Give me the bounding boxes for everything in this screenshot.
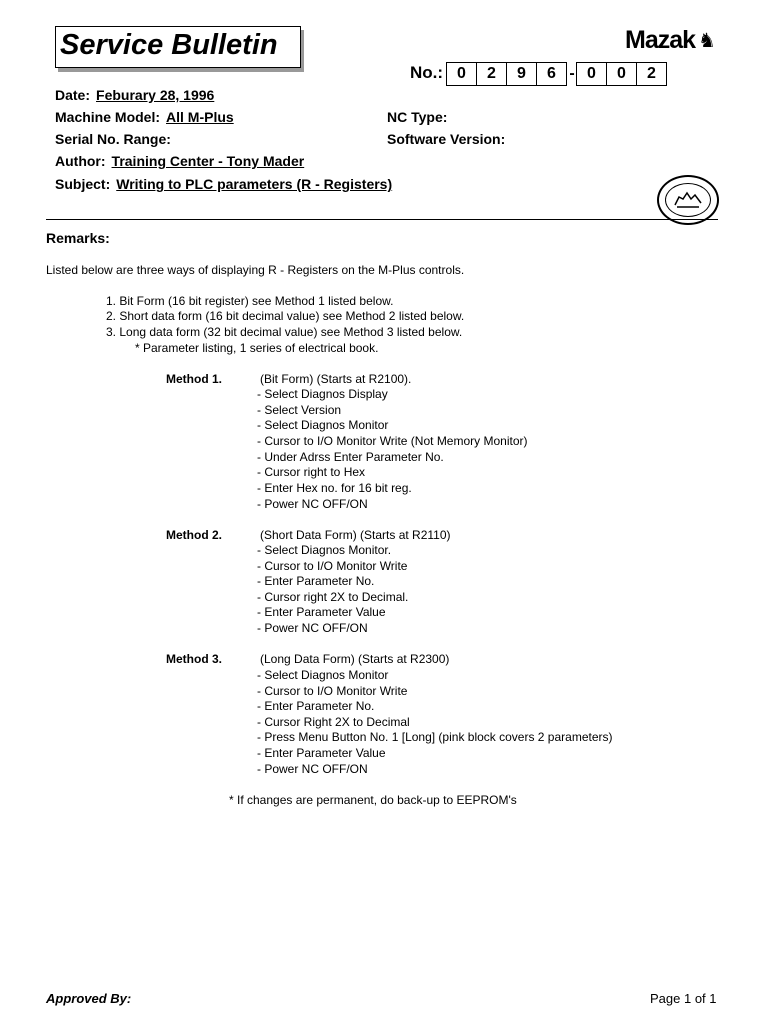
- machine-model-value: All M-Plus: [166, 109, 234, 125]
- bulletin-digit: 9: [506, 62, 537, 86]
- machine-model-label: Machine Model:: [55, 109, 161, 125]
- method-step: - Select Diagnos Monitor: [257, 418, 389, 432]
- remarks-heading: Remarks:: [46, 230, 110, 246]
- method-2-heading: (Short Data Form) (Starts at R2110): [260, 528, 451, 542]
- author-label: Author:: [55, 153, 106, 169]
- subject-field: [55, 176, 392, 192]
- date-field: [55, 87, 214, 103]
- serial-range-label: Serial No. Range:: [55, 131, 171, 147]
- method-step: - Power NC OFF/ON: [257, 497, 368, 511]
- method-step: - Select Version: [257, 403, 342, 417]
- nc-type-label: NC Type:: [387, 109, 448, 125]
- brand-logo: Mazak: [625, 26, 696, 54]
- date-value: Feburary 28, 1996: [96, 87, 215, 103]
- remarks-intro: Listed below are three ways of displaying R - Registers on the M-Plus controls.: [46, 263, 465, 277]
- method-step: - Enter Parameter No.: [257, 574, 375, 588]
- method-step: - Enter Parameter Value: [257, 605, 386, 619]
- method-1-heading: (Bit Form) (Starts at R2100).: [260, 372, 412, 386]
- bulletin-digit: 0: [446, 62, 477, 86]
- page-title: Service Bulletin: [60, 29, 278, 61]
- title-box: [55, 26, 301, 68]
- author-value: Training Center - Tony Mader: [111, 153, 305, 169]
- method-3-label: Method 3.: [166, 652, 222, 666]
- subject-label: Subject:: [55, 176, 111, 192]
- method-1-label: Method 1.: [166, 372, 222, 386]
- method-step: - Cursor right 2X to Decimal.: [257, 590, 409, 604]
- bulletin-digit: 2: [476, 62, 507, 86]
- subject-value: Writing to PLC parameters (R - Registers): [116, 176, 393, 192]
- method-step: - Select Diagnos Display: [257, 387, 388, 401]
- method-step: - Power NC OFF/ON: [257, 762, 368, 776]
- approved-by-label: Approved By:: [46, 991, 132, 1006]
- method-step: - Select Diagnos Monitor.: [257, 543, 392, 557]
- page-number: Page 1 of 1: [650, 991, 717, 1006]
- bulletin-digit: 0: [606, 62, 637, 86]
- method-step: - Enter Parameter No.: [257, 699, 375, 713]
- method-step: - Cursor Right 2X to Decimal: [257, 715, 410, 729]
- method-step: - Press Menu Button No. 1 [Long] (pink block covers 2 parameters): [257, 730, 613, 744]
- author-field: [55, 153, 304, 169]
- method-step: - Enter Parameter Value: [257, 746, 386, 760]
- method-step: - Cursor to I/O Monitor Write: [257, 559, 408, 573]
- header-divider: [46, 219, 718, 220]
- method-step: - Power NC OFF/ON: [257, 621, 368, 635]
- bulletin-number: [447, 62, 667, 86]
- method-3-heading: (Long Data Form) (Starts at R2300): [260, 652, 450, 666]
- method-step: - Cursor to I/O Monitor Write (Not Memory Monitor): [257, 434, 528, 448]
- list-item: 2. Short data form (16 bit decimal value) see Method 2 listed below.: [106, 309, 465, 323]
- date-label: Date:: [55, 87, 91, 103]
- method-step: - Under Adrss Enter Parameter No.: [257, 450, 444, 464]
- bulletin-number-label: No.:: [410, 63, 444, 82]
- list-item: 3. Long data form (32 bit decimal value) see Method 3 listed below.: [106, 325, 463, 339]
- seal-horses-icon: [673, 187, 703, 211]
- machine-model-field: [55, 109, 234, 125]
- list-note: * Parameter listing, 1 series of electrical book.: [135, 341, 379, 355]
- footnote: * If changes are permanent, do back-up to EEPROM's: [229, 793, 517, 807]
- bulletin-digit: 2: [636, 62, 667, 86]
- bulletin-digit: 6: [536, 62, 567, 86]
- bulletin-digit: 0: [576, 62, 607, 86]
- horse-icon: ♞: [698, 30, 716, 52]
- bulletin-dash: -: [569, 65, 575, 82]
- seal-icon: [657, 175, 719, 225]
- method-step: - Select Diagnos Monitor: [257, 668, 389, 682]
- method-step: - Enter Hex no. for 16 bit reg.: [257, 481, 412, 495]
- method-step: - Cursor to I/O Monitor Write: [257, 684, 408, 698]
- method-step: - Cursor right to Hex: [257, 465, 366, 479]
- method-2-label: Method 2.: [166, 528, 222, 542]
- list-item: 1. Bit Form (16 bit register) see Method 1 listed below.: [106, 294, 394, 308]
- serial-range-field: [55, 131, 171, 147]
- software-version-label: Software Version:: [387, 131, 506, 147]
